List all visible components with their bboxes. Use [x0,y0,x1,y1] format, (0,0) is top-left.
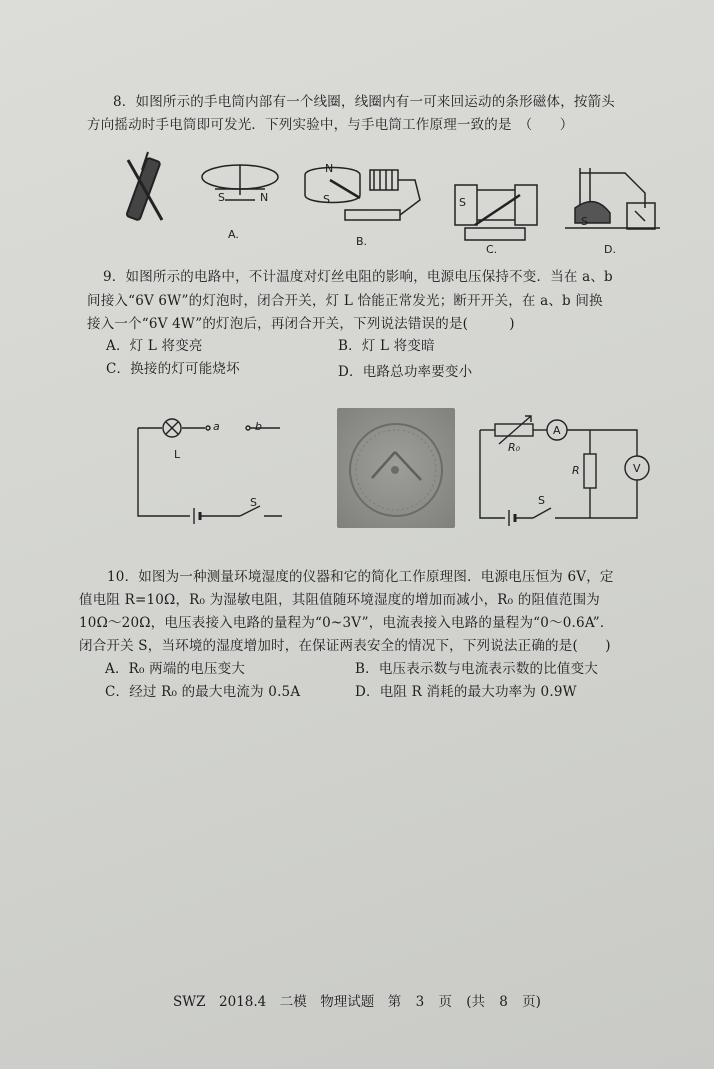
q9-switch-label: S [250,496,257,509]
q10-ammeter-label: A [553,424,561,437]
q10-option-a: A．R₀ 两端的电压变大 [105,661,246,677]
q9-lamp-label: L [174,448,181,461]
q10-line-2: 值电阻 R=10Ω，R₀ 为湿敏电阻，其阻值随环境湿度的增加而减小，R₀ 的阻值范围为 [79,592,600,608]
q10-line-4: 闭合开关 S，当环境的湿度增加时，在保证两表安全的情况下，下列说法正确的是( ) [79,638,611,654]
q8-b-s-label: S [323,193,330,206]
q8-flashlight-figure [118,150,178,230]
q9-line-3: 接入一个“6V 4W”的灯泡后，再闭合开关，下列说法错误的是( ) [87,316,515,332]
q8-figure-d [565,163,665,243]
q8-figure-a [195,155,285,235]
page-footer: SWZ 2018.4 二模 物理试题 第 3 页 (共 8 页) [173,994,541,1010]
q8-figure-b [300,160,430,235]
q10-voltmeter-label: V [633,462,641,475]
q8-d-s-label: S [581,215,588,228]
q9-terminal-b: b [255,420,262,433]
q8-line-1: 8．如图所示的手电筒内部有一个线圈，线圈内有一可来回运动的条形磁体，按箭头 [113,94,615,110]
q10-line-3: 10Ω～20Ω，电压表接入电路的量程为“0~3V”，电流表接入电路的量程为“0～0.6A”． [79,615,614,631]
q8-option-b-label: B. [356,235,368,248]
q9-option-d: D．电路总功率要变小 [338,364,473,380]
q8-option-d-label: D. [604,243,616,256]
humidity-meter-photo [337,408,455,528]
q10-option-b: B．电压表示数与电流表示数的比值变大 [355,661,599,677]
q10-circuit-diagram [475,410,650,528]
q9-option-c: C．换接的灯可能烧坏 [106,361,240,377]
q9-terminal-a: a [213,420,220,433]
q9-circuit-diagram [130,412,290,527]
q8-option-c-label: C. [486,243,498,256]
q10-r-label: R [572,464,580,477]
q10-switch-label: S [538,494,545,507]
q10-option-c: C．经过 R₀ 的最大电流为 0.5A [105,684,301,700]
q8-a-n-label: N [260,191,269,204]
q8-a-s-label: S [218,191,225,204]
q9-line-1: 9．如图所示的电路中，不计温度对灯丝电阻的影响，电源电压保持不变．当在 a、b [103,269,613,285]
q9-option-a: A．灯 L 将变亮 [106,338,203,354]
q8-option-a-label: A. [228,228,239,241]
q10-option-d: D．电阻 R 消耗的最大功率为 0.9W [355,684,577,700]
q9-line-2: 间接入“6V 6W”的灯泡时，闭合开关，灯 L 恰能正常发光；断开开关，在 a、b 间换 [87,293,603,309]
q8-b-n-label: N [325,162,334,175]
q9-option-b: B．灯 L 将变暗 [338,338,435,354]
q10-line-1: 10．如图为一种测量环境湿度的仪器和它的简化工作原理图．电源电压恒为 6V，定 [107,569,614,585]
q8-line-2: 方向摇动时手电筒即可发光．下列实验中，与手电筒工作原理一致的是 （ ） [87,117,574,133]
q8-c-s-label: S [459,196,466,209]
q10-r0-label: R₀ [508,441,521,454]
